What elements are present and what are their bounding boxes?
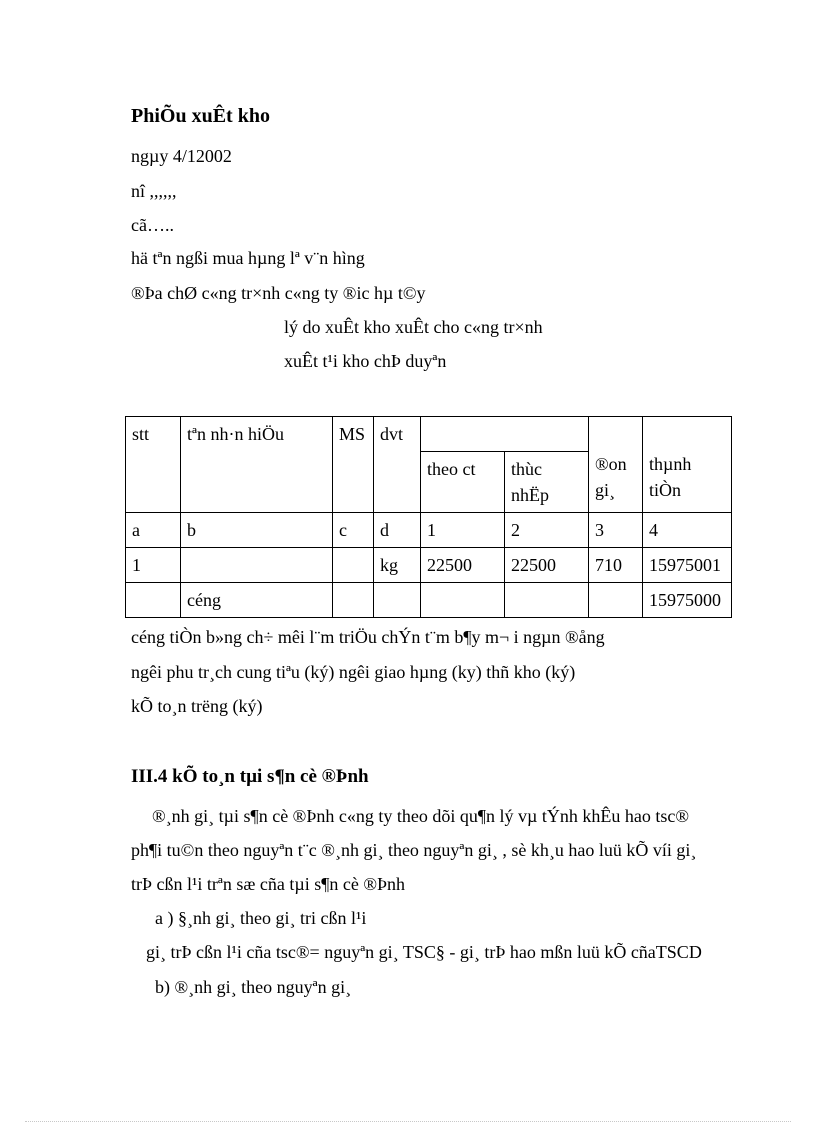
header-ms: MS <box>333 417 374 513</box>
table-cell: 1 <box>421 513 505 548</box>
amount-in-words: céng tiÒn b»ng ch÷ mêi l¨m triÖu chÝn t¨m b¶y m¬ i ngµn ®ång <box>131 627 605 647</box>
table-cell: b <box>181 513 333 548</box>
table-cell: c <box>333 513 374 548</box>
total-label: céng <box>181 583 333 618</box>
header-actual-received: thùc nhËp <box>505 452 589 513</box>
header-by-document: theo ct <box>421 452 505 513</box>
table-cell: d <box>374 513 421 548</box>
credit-line: cã….. <box>131 215 174 235</box>
table-cell: kg <box>374 548 421 583</box>
warehouse-line: xuÊt t¹i kho chÞ duyªn <box>284 351 447 371</box>
table-cell: 3 <box>589 513 643 548</box>
header-stt: stt <box>126 417 181 513</box>
reason-line: lý do xuÊt kho xuÊt cho c«ng tr×nh <box>284 317 543 337</box>
buyer-line: hä tªn ngßi mua hµng lª v¨n hìng <box>131 248 365 268</box>
table-cell: 2 <box>505 513 589 548</box>
table-cell: 22500 <box>505 548 589 583</box>
header-amount: thµnh tiÒn <box>643 417 732 513</box>
table-cell <box>421 583 505 618</box>
table-cell <box>505 583 589 618</box>
table-row <box>126 513 732 548</box>
debit-line: nî ,,,,,, <box>131 181 177 201</box>
slip-date: ngµy 4/12002 <box>131 146 232 166</box>
table-cell <box>374 583 421 618</box>
table-cell: 1 <box>126 548 181 583</box>
slip-title: PhiÕu xuÊt kho <box>131 105 270 127</box>
signature-line-1: ngêi phu tr¸ch cung tiªu (ký) ngêi giao hµng (ky) thñ kho (ký) <box>131 662 576 682</box>
list-item-b: b) ®¸nh gi¸ theo nguyªn gi¸ <box>155 977 352 997</box>
table-cell <box>126 583 181 618</box>
paragraph-line-1: ®¸nh gi¸ tµi s¶n cè ®Þnh c«ng ty theo dõi qu¶n lý vµ tÝnh khÊu hao tsc® <box>152 806 690 826</box>
page-edge-divider <box>25 1121 791 1122</box>
table-cell: 22500 <box>421 548 505 583</box>
section-heading: III.4 kÕ to¸n tµi s¶n cè ®Þnh <box>131 766 369 787</box>
header-quantity-group <box>421 417 589 452</box>
table-row <box>126 548 732 583</box>
paragraph-line-3: trÞ cßn l¹i trªn sæ cña tµi s¶n cè ®Þnh <box>131 874 406 894</box>
table-cell: 15975001 <box>643 548 732 583</box>
table-cell <box>333 548 374 583</box>
issue-slip-table <box>125 416 732 618</box>
total-value: 15975000 <box>643 583 732 618</box>
table-cell <box>589 583 643 618</box>
address-line: ®Þa chØ c«ng tr×nh c«ng ty ®ic hµ t©y <box>131 283 426 303</box>
signature-line-2: kÕ to¸n trëng (ký) <box>131 696 263 716</box>
table-cell <box>181 548 333 583</box>
header-item-name: tªn nh·n hiÖu <box>181 417 333 513</box>
header-dvt: dvt <box>374 417 421 513</box>
table-total-row <box>126 583 732 618</box>
formula-line: gi¸ trÞ cßn l¹i cña tsc®= nguyªn gi¸ TSC§ - gi¸ trÞ hao mßn luü kÕ cñaTSCD <box>146 942 702 962</box>
table-cell: a <box>126 513 181 548</box>
list-item-a: a ) §¸nh gi¸ theo gi¸ tri cßn l¹i <box>155 908 367 928</box>
table-header-row <box>126 417 732 452</box>
table-cell <box>333 583 374 618</box>
paragraph-line-2: ph¶i tu©n theo nguyªn t¨c ®¸nh gi¸ theo nguyªn gi¸ , sè kh¸u hao luü kÕ víi gi¸ <box>131 840 697 860</box>
table-cell: 710 <box>589 548 643 583</box>
header-unit-price: ®on gi¸ <box>589 417 643 513</box>
table-cell: 4 <box>643 513 732 548</box>
